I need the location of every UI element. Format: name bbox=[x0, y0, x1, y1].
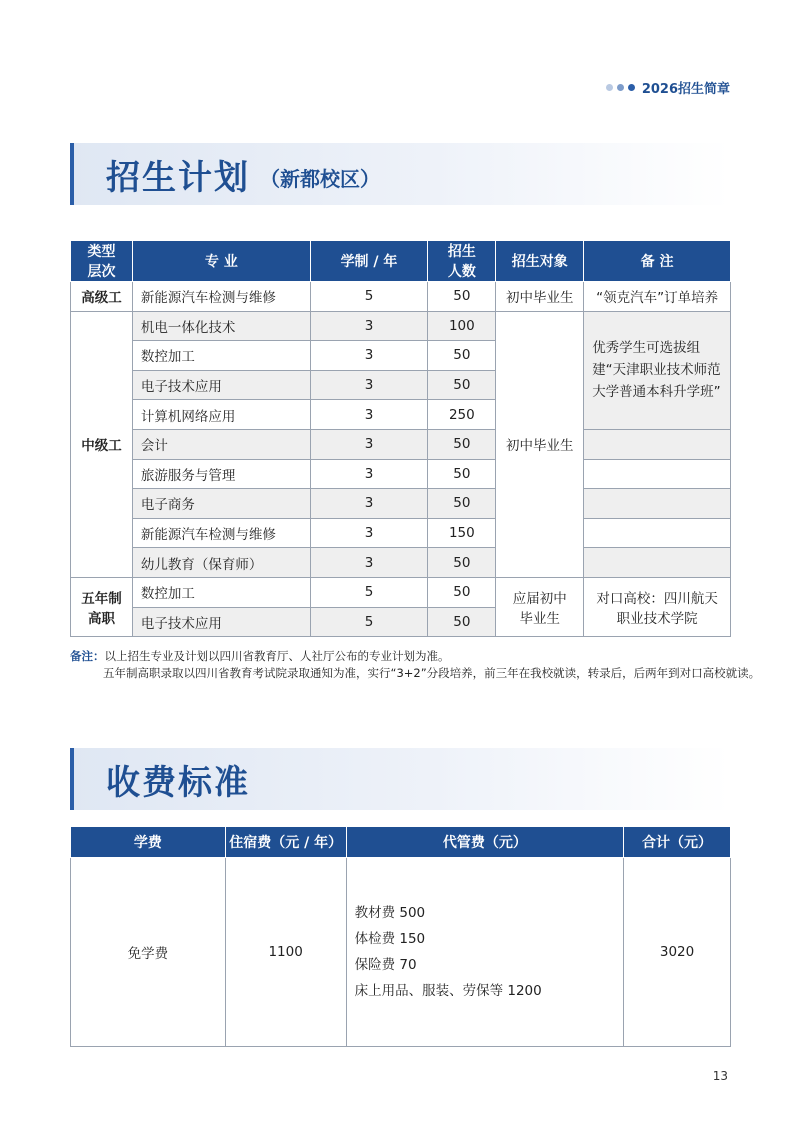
table-row bbox=[71, 518, 731, 548]
custody-item: 教材费 500 bbox=[354, 905, 426, 921]
years-cell: 3 bbox=[310, 311, 428, 341]
major-cell: 计算机网络应用 bbox=[132, 400, 310, 430]
remark-cell-empty bbox=[584, 548, 731, 578]
col-header-remark: 备 注 bbox=[584, 241, 731, 282]
target-cell: 初中毕业生 bbox=[496, 282, 584, 312]
major-cell: 数控加工 bbox=[132, 341, 310, 371]
major-cell: 会计 bbox=[132, 429, 310, 459]
plan-section-heading bbox=[70, 143, 730, 205]
target-cell: 应届初中 毕业生 bbox=[496, 577, 584, 636]
table-row bbox=[71, 429, 731, 459]
col-header-total: 合计（元） bbox=[624, 827, 731, 858]
enrollment-plan-table bbox=[70, 240, 731, 637]
years-cell: 5 bbox=[310, 282, 428, 312]
table-row bbox=[71, 548, 731, 578]
notes-line-2: 五年制高职录取以四川省教育考试院录取通知为准，实行“3+2”分段培养，前三年在我校就读，转录后，后两年到对口高校就读。 bbox=[103, 666, 761, 680]
dot-icon bbox=[617, 84, 624, 91]
major-cell: 电子技术应用 bbox=[132, 370, 310, 400]
custody-item: 床上用品、服装、劳保等 1200 bbox=[354, 983, 542, 999]
remark-cell-empty bbox=[584, 518, 731, 548]
remark-cell: 优秀学生可选拔组建“天津职业技术师范大学普通本科升学班” bbox=[584, 311, 731, 429]
count-cell: 50 bbox=[428, 341, 496, 371]
plan-subtitle: （新都校区） bbox=[260, 166, 380, 191]
col-header-count: 招生 人数 bbox=[428, 241, 496, 282]
years-cell: 3 bbox=[310, 370, 428, 400]
plan-notes bbox=[70, 648, 760, 682]
major-cell: 新能源汽车检测与维修 bbox=[132, 282, 310, 312]
years-cell: 5 bbox=[310, 577, 428, 607]
count-cell: 50 bbox=[428, 548, 496, 578]
years-cell: 3 bbox=[310, 341, 428, 371]
notes-label: 备注： bbox=[70, 649, 105, 663]
brochure-header bbox=[606, 78, 730, 97]
type-cell: 五年制 高职 bbox=[71, 577, 133, 636]
heading-accent-bar bbox=[70, 748, 74, 810]
years-cell: 3 bbox=[310, 400, 428, 430]
count-cell: 50 bbox=[428, 459, 496, 489]
table-row bbox=[71, 459, 731, 489]
table-row bbox=[71, 282, 731, 312]
remark-cell: 对口高校：四川航天职业技术学院 bbox=[584, 577, 731, 636]
notes-line-1: 以上招生专业及计划以四川省教育厅、人社厅公布的专业计划为准。 bbox=[104, 649, 450, 663]
tuition-cell: 免学费 bbox=[71, 858, 226, 1047]
table-row bbox=[71, 577, 731, 607]
count-cell: 50 bbox=[428, 282, 496, 312]
major-cell: 新能源汽车检测与维修 bbox=[132, 518, 310, 548]
fee-section-heading bbox=[70, 748, 730, 810]
years-cell: 3 bbox=[310, 429, 428, 459]
col-header-target: 招生对象 bbox=[496, 241, 584, 282]
count-cell: 50 bbox=[428, 489, 496, 519]
fee-table bbox=[70, 826, 731, 1047]
remark-cell: “领克汽车”订单培养 bbox=[584, 282, 731, 312]
heading-accent-bar bbox=[70, 143, 74, 205]
dot-icon bbox=[606, 84, 613, 91]
major-cell: 幼儿教育（保育师） bbox=[132, 548, 310, 578]
major-cell: 机电一体化技术 bbox=[132, 311, 310, 341]
dorm-cell: 1100 bbox=[225, 858, 346, 1047]
target-cell: 初中毕业生 bbox=[496, 311, 584, 577]
brochure-title: 2026招生简章 bbox=[641, 82, 730, 97]
col-header-tuition: 学费 bbox=[71, 827, 226, 858]
major-cell: 数控加工 bbox=[132, 577, 310, 607]
count-cell: 250 bbox=[428, 400, 496, 430]
count-cell: 100 bbox=[428, 311, 496, 341]
count-cell: 150 bbox=[428, 518, 496, 548]
remark-cell-empty bbox=[584, 459, 731, 489]
years-cell: 3 bbox=[310, 489, 428, 519]
remark-cell-empty bbox=[584, 489, 731, 519]
table-row bbox=[71, 311, 731, 341]
major-cell: 电子技术应用 bbox=[132, 607, 310, 637]
count-cell: 50 bbox=[428, 577, 496, 607]
years-cell: 3 bbox=[310, 459, 428, 489]
years-cell: 3 bbox=[310, 548, 428, 578]
col-header-type: 类型 层次 bbox=[71, 241, 133, 282]
col-header-years: 学制 / 年 bbox=[310, 241, 428, 282]
col-header-dorm: 住宿费（元 / 年） bbox=[225, 827, 346, 858]
custody-item: 保险费 70 bbox=[354, 957, 417, 973]
table-row bbox=[71, 489, 731, 519]
table-header-row bbox=[71, 241, 731, 282]
custody-item: 体检费 150 bbox=[354, 931, 426, 947]
years-cell: 3 bbox=[310, 518, 428, 548]
count-cell: 50 bbox=[428, 607, 496, 637]
type-cell: 中级工 bbox=[71, 311, 133, 577]
col-header-custody: 代管费（元） bbox=[346, 827, 624, 858]
table-row bbox=[71, 858, 731, 1047]
plan-title: 招生计划 bbox=[106, 157, 250, 198]
fee-title: 收费标准 bbox=[106, 762, 250, 803]
col-header-major: 专 业 bbox=[132, 241, 310, 282]
remark-cell-empty bbox=[584, 429, 731, 459]
dot-icon bbox=[628, 84, 635, 91]
major-cell: 旅游服务与管理 bbox=[132, 459, 310, 489]
years-cell: 5 bbox=[310, 607, 428, 637]
page-number: 13 bbox=[712, 1069, 728, 1083]
total-cell: 3020 bbox=[624, 858, 731, 1047]
table-header-row bbox=[71, 827, 731, 858]
count-cell: 50 bbox=[428, 370, 496, 400]
custody-cell bbox=[346, 858, 624, 1047]
major-cell: 电子商务 bbox=[132, 489, 310, 519]
count-cell: 50 bbox=[428, 429, 496, 459]
type-cell: 高级工 bbox=[71, 282, 133, 312]
